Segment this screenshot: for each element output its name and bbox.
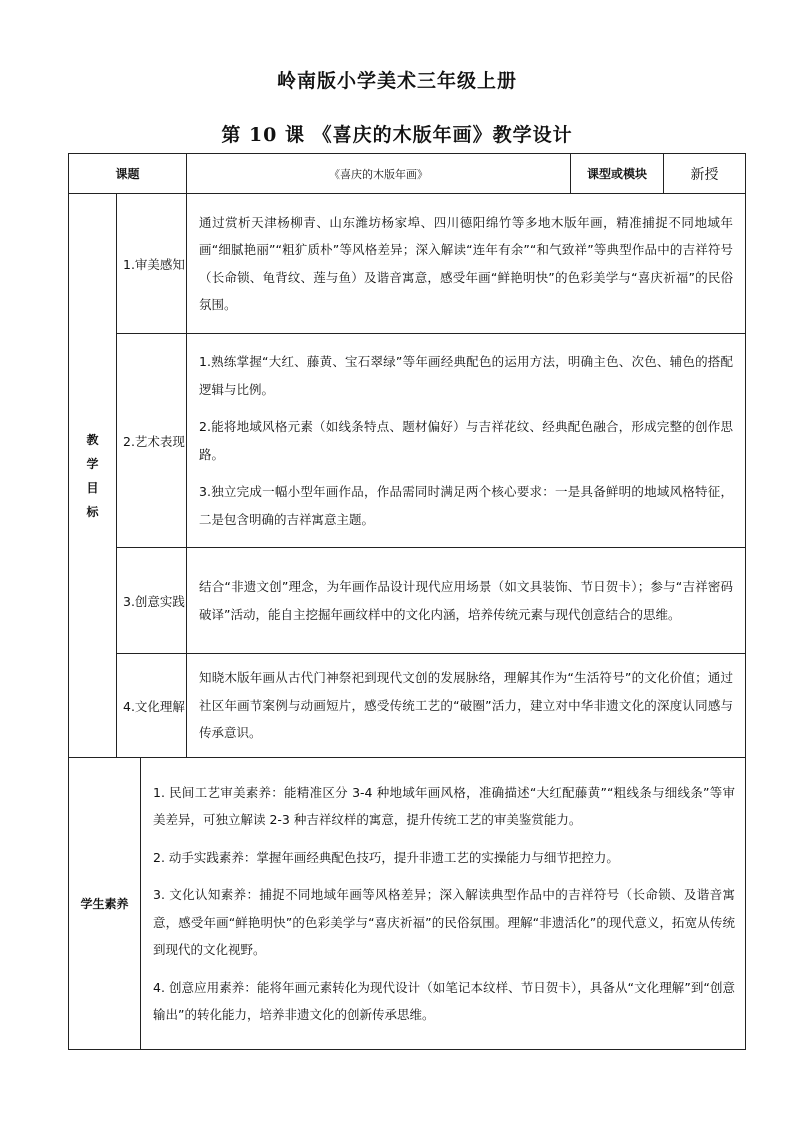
document-title: 岭南版小学美术三年级上册 <box>276 70 517 92</box>
goal-row <box>69 194 746 334</box>
goal-row <box>69 548 746 654</box>
literacy-paragraph: 1. 民间工艺审美素养：能精准区分 3-4 种地域年画风格，准确描述“大红配藤黄”“粗线条与细线条”等审美差异，可独立解读 2-3 种吉祥纹样的寓意，提升传统工艺的审美鉴赏能力。 <box>153 784 736 827</box>
goal-paragraph: 通过赏析天津杨柳青、山东潍坊杨家埠、四川德阳绵竹等多地木版年画，精准捕捉不同地域年画“细腻艳丽”“粗犷质朴”等风格差异；深入解读“连年有余”“和气致祥”等典型作品中的吉祥符号（长命锁、龟背纹、莲与鱼）及谐音寓意，感受年画“鲜艳明快”的色彩美学与“喜庆祈福”的民俗氛围。 <box>199 214 734 312</box>
goal-label: 1.审美感知 <box>117 194 187 334</box>
type-value: 新授 <box>664 154 746 194</box>
goal-text <box>187 194 746 334</box>
goal-text <box>187 548 746 654</box>
goal-text <box>187 334 746 548</box>
literacy-paragraph: 4. 创意应用素养：能将年画元素转化为现代设计（如笔记本纹样、节日贺卡），具备从“文化理解”到“创意输出”的转化能力，培养非遗文化的创新传承思维。 <box>153 979 736 1022</box>
goal-paragraph: 3.独立完成一幅小型年画作品，作品需同时满足两个核心要求：一是具备鲜明的地域风格特征，二是包含明确的吉祥寓意主题。 <box>199 484 734 527</box>
goal-label-char: 学 <box>86 456 99 471</box>
topic-label: 课题 <box>69 154 187 194</box>
literacy-paragraph: 3. 文化认知素养：捕捉不同地域年画等风格差异；深入解读典型作品中的吉祥符号（长命锁、及谐音寓意，感受年画“鲜艳明快”的色彩美学与“喜庆祈福”的民俗氛围。理解“非遗活化”的现代意义，拓宽从传统到现代的文化视野。 <box>153 887 736 957</box>
goal-label: 3.创意实践 <box>117 548 187 654</box>
goal-paragraph: 2.能将地域风格元素（如线条特点、题材偏好）与吉祥花纹、经典配色融合，形成完整的创作思路。 <box>199 419 734 462</box>
lesson-title: 第 10 课 《喜庆的木版年画》教学设计 <box>221 124 573 146</box>
goal-paragraph: 1.熟练掌握“大红、藤黄、宝石翠绿”等年画经典配色的运用方法，明确主色、次色、辅色的搭配逻辑与比例。 <box>199 354 734 397</box>
goal-paragraph: 结合“非遗文创”理念，为年画作品设计现代应用场景（如文具装饰、节日贺卡）；参与“吉祥密码破译”活动，能自主挖掘年画纹样中的文化内涵，培养传统元素与现代创意结合的思维。 <box>199 579 734 622</box>
literacy-text <box>141 758 746 1050</box>
goal-label: 2.艺术表现 <box>117 334 187 548</box>
header-row <box>69 154 746 194</box>
goal-label-char: 教 <box>86 432 99 447</box>
type-label: 课型或模块 <box>571 154 664 194</box>
topic-value: 《喜庆的木版年画》 <box>187 154 571 194</box>
goal-paragraph: 知晓木版年画从古代门神祭祀到现代文创的发展脉络，理解其作为“生活符号”的文化价值；通过社区年画节案例与动画短片，感受传统工艺的“破圈”活力，建立对中华非遗文化的深度认同感与传承意识。 <box>199 670 734 741</box>
literacy-label: 学生素养 <box>69 758 141 1050</box>
goal-text <box>187 654 746 758</box>
goal-row <box>69 334 746 548</box>
goal-label-char: 目 <box>86 480 99 495</box>
goal-row <box>69 654 746 758</box>
teaching-goals-label <box>69 194 117 758</box>
goal-label: 4.文化理解 <box>117 654 187 758</box>
lesson-plan-table <box>68 153 746 1050</box>
goal-label-char: 标 <box>86 504 99 519</box>
literacy-row <box>69 758 746 1050</box>
literacy-paragraph: 2. 动手实践素养：掌握年画经典配色技巧，提升非遗工艺的实操能力与细节把控力。 <box>153 849 619 865</box>
